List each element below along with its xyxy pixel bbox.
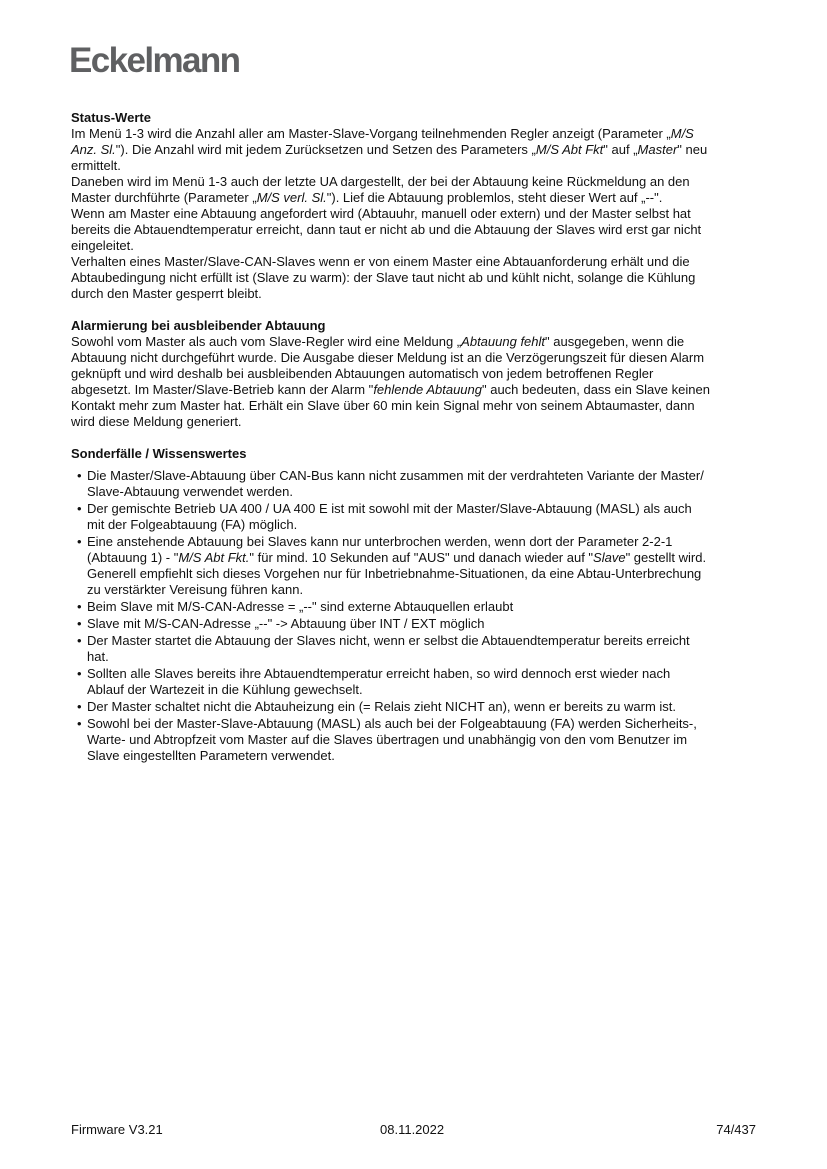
text-segment: Der gemischte Betrieb UA 400 / UA 400 E ist mit sowohl mit der Master/Slave-Abtauung (MASL) als auch xyxy=(87,501,692,516)
text-line xyxy=(71,238,771,254)
section xyxy=(71,318,771,430)
text-segment: eingeleitet. xyxy=(71,238,134,253)
text-line xyxy=(71,206,771,222)
italic-term: fehlende Abtauung xyxy=(373,382,482,397)
text-line xyxy=(71,190,771,206)
text-segment: Slave-Abtauung verwendet werden. xyxy=(87,484,293,499)
text-line xyxy=(87,599,771,615)
text-segment: " auf „ xyxy=(603,142,638,157)
text-line xyxy=(87,699,771,715)
text-line xyxy=(71,382,771,398)
italic-term: M/S xyxy=(670,126,694,141)
list-item xyxy=(71,534,771,598)
list-item xyxy=(71,468,771,500)
text-segment: Verhalten eines Master/Slave-CAN-Slaves wenn er von einem Master eine Abtauanforderung erhält und die xyxy=(71,254,690,269)
section-heading: Alarmierung bei ausbleibender Abtauung xyxy=(71,318,326,333)
text-segment: ermittelt. xyxy=(71,158,121,173)
text-segment: bereits die Abtauendtemperatur erreicht, dann taut er nicht ab und die Abtauung der Slaves wird erst gar nicht xyxy=(71,222,702,237)
text-line xyxy=(71,414,771,430)
text-line xyxy=(87,633,771,649)
italic-term: Anz. Sl. xyxy=(71,142,116,157)
text-segment: " auch bedeuten, dass ein Slave keinen xyxy=(481,382,710,397)
text-line xyxy=(87,666,771,682)
text-line xyxy=(87,484,771,500)
text-line xyxy=(87,501,771,517)
text-segment: Ablauf der Wartezeit in die Kühlung gewechselt. xyxy=(87,682,363,697)
text-segment: wird diese Meldung generiert. xyxy=(71,414,242,429)
text-segment: Beim Slave mit M/S-CAN-Adresse = „--" sind externe Abtauquellen erlaubt xyxy=(87,599,514,614)
text-line xyxy=(87,682,771,698)
text-line xyxy=(87,716,771,732)
section-heading: Sonderfälle / Wissenswertes xyxy=(71,446,247,461)
text-line xyxy=(71,270,771,286)
notes-list xyxy=(71,468,771,764)
italic-term: Master xyxy=(637,142,678,157)
text-line xyxy=(71,174,771,190)
text-segment: Slave eingestellten Parametern verwendet. xyxy=(87,748,335,763)
text-segment: Im Menü 1-3 wird die Anzahl aller am Master-Slave-Vorgang teilnehmenden Regler anzeigt (Parameter „ xyxy=(71,126,671,141)
text-segment: "). Die Anzahl wird mit jedem Zurücksetzen und Setzen des Parameters „ xyxy=(115,142,536,157)
text-line xyxy=(71,222,771,238)
footer-date: 08.11.2022 xyxy=(380,1122,445,1137)
text-segment: Sollten alle Slaves bereits ihre Abtauendtemperatur erreicht haben, so wird dennoch erst wieder nach xyxy=(87,666,671,681)
text-segment: Sowohl vom Master als auch vom Slave-Regler wird eine Meldung „ xyxy=(71,334,462,349)
text-segment: Warte- und Abtropfzeit vom Master auf die Slaves übertragen und unabhängig von den vom Benutzer im xyxy=(87,732,688,747)
text-segment: Wenn am Master eine Abtauung angefordert wird (Abtauuhr, manuell oder extern) und der Master selbst hat xyxy=(71,206,691,221)
italic-term: M/S Abt Fkt. xyxy=(178,550,250,565)
text-segment: Abtauung nicht durchgeführt wurde. Die Ausgabe dieser Meldung ist an die Verzögerungszeit für diesen Alarm xyxy=(71,350,705,365)
italic-term: Abtauung fehlt xyxy=(461,334,546,349)
footer-page-number: 74/437 xyxy=(716,1122,756,1137)
text-line xyxy=(87,517,771,533)
text-segment: Kontakt mehr zum Master hat. Erhält ein Slave über 60 min kein Signal mehr von seinem Abtaumaster, dann xyxy=(71,398,695,413)
text-segment: Eine anstehende Abtauung bei Slaves kann nur unterbrochen werden, wenn dort der Parameter 2-2-1 xyxy=(87,534,673,549)
list-item xyxy=(71,699,771,715)
text-line xyxy=(87,616,771,632)
list-item xyxy=(71,616,771,632)
text-line xyxy=(87,732,771,748)
text-line xyxy=(87,649,771,665)
text-segment: Slave mit M/S-CAN-Adresse „--" -> Abtauung über INT / EXT möglich xyxy=(87,616,485,631)
text-line xyxy=(87,582,771,598)
text-segment: durch den Master gesperrt bleibt. xyxy=(71,286,262,301)
list-item xyxy=(71,666,771,698)
text-line xyxy=(87,550,771,566)
text-segment: Master durchführte (Parameter „ xyxy=(71,190,257,205)
text-segment: Sowohl bei der Master-Slave-Abtauung (MASL) als auch bei der Folgeabtauung (FA) werden Sicherheits-, xyxy=(87,716,697,731)
list-item xyxy=(71,501,771,533)
text-line xyxy=(71,158,771,174)
text-segment: " ausgegeben, wenn die xyxy=(545,334,685,349)
text-segment: " neu xyxy=(677,142,708,157)
text-line xyxy=(71,126,771,142)
italic-term: M/S verl. Sl. xyxy=(256,190,327,205)
text-segment: " für mind. 10 Sekunden auf "AUS" und danach wieder auf " xyxy=(249,550,594,565)
text-segment: hat. xyxy=(87,649,109,664)
text-segment: zu verstärkter Vereisung führen kann. xyxy=(87,582,304,597)
text-line xyxy=(71,286,771,302)
text-segment: (Abtauung 1) - " xyxy=(87,550,179,565)
text-line xyxy=(87,534,771,550)
text-line xyxy=(87,566,771,582)
text-segment: Der Master schaltet nicht die Abtauheizung ein (= Relais zieht NICHT an), wenn er bereits zu warm ist. xyxy=(87,699,676,714)
text-line xyxy=(71,366,771,382)
text-line xyxy=(71,254,771,270)
text-segment: geknüpft und wird deshalb bei ausbleibenden Abtauungen automatisch von jedem betroffenen Regler xyxy=(71,366,654,381)
list-item xyxy=(71,716,771,764)
text-line xyxy=(71,142,771,158)
list-item xyxy=(71,599,771,615)
footer-firmware: Firmware V3.21 xyxy=(71,1122,163,1137)
text-segment: " gestellt wird. xyxy=(625,550,707,565)
section-heading: Status-Werte xyxy=(71,110,151,125)
list-item xyxy=(71,633,771,665)
text-line xyxy=(87,468,771,484)
text-segment: Die Master/Slave-Abtauung über CAN-Bus kann nicht zusammen mit der verdrahteten Variante der Master/ xyxy=(87,468,704,483)
text-segment: Generell empfiehlt sich dieses Vorgehen nur für Inbetriebnahme-Situationen, da eine Abtau-Unterbrechung xyxy=(87,566,702,581)
section xyxy=(71,110,771,302)
text-segment: "). Lief die Abtauung problemlos, steht dieser Wert auf „--". xyxy=(326,190,663,205)
text-segment: Abtaubedingung nicht erfüllt ist (Slave zu warm): der Slave taut nicht ab und kühlt nicht, solange die Kühlung xyxy=(71,270,696,285)
section xyxy=(71,446,771,462)
italic-term: M/S Abt Fkt xyxy=(535,142,604,157)
text-line xyxy=(71,350,771,366)
text-segment: abgesetzt. Im Master/Slave-Betrieb kann der Alarm " xyxy=(71,382,374,397)
italic-term: Slave xyxy=(593,550,626,565)
text-line xyxy=(71,398,771,414)
eckelmann-logo: Eckelmann xyxy=(69,41,240,80)
text-segment: mit der Folgeabtauung (FA) möglich. xyxy=(87,517,298,532)
text-segment: Daneben wird im Menü 1-3 auch der letzte UA dargestellt, der bei der Abtauung keine Rückmeldung an den xyxy=(71,174,690,189)
text-line xyxy=(87,748,771,764)
document-body xyxy=(71,110,771,765)
text-line xyxy=(71,334,771,350)
text-segment: Der Master startet die Abtauung der Slaves nicht, wenn er selbst die Abtauendtemperatur bereits erreicht xyxy=(87,633,690,648)
